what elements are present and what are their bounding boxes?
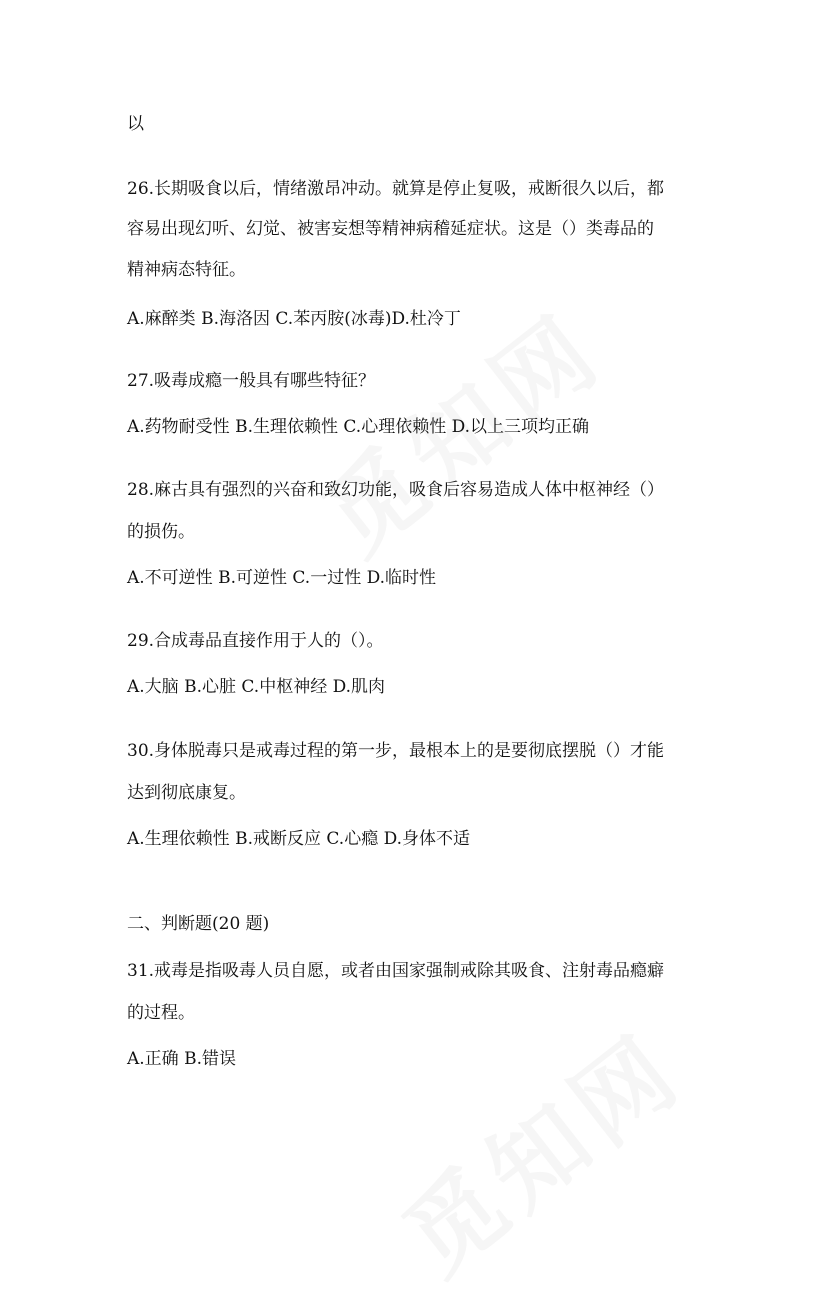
watermark xyxy=(372,997,707,1300)
question-28-line-2: 的损伤。 xyxy=(127,522,195,542)
text-line: 以 xyxy=(127,114,144,134)
question-26-options: A.麻醉类 B.海洛因 C.苯丙胺(冰毒)D.杜冷丁 xyxy=(127,309,461,329)
question-26-line-2: 容易出现幻听、幻觉、被害妄想等精神病稽延症状。这是（）类毒品的 xyxy=(127,219,654,239)
question-26-line-3: 精神病态特征。 xyxy=(127,260,246,280)
question-31-line-1: 31.戒毒是指吸毒人员自愿，或者由国家强制戒除其吸食、注射毒品瘾癖 xyxy=(127,961,665,981)
section-heading: 二、判断题(20 题) xyxy=(127,914,270,934)
question-31-line-2: 的过程。 xyxy=(127,1003,195,1023)
question-27-line-1: 27.吸毒成瘾一般具有哪些特征？ xyxy=(127,371,376,391)
question-28-options: A.不可逆性 B.可逆性 C.一过性 D.临时性 xyxy=(127,568,437,588)
question-30-line-1: 30.身体脱毒只是戒毒过程的第一步，最根本上的是要彻底摆脱（）才能 xyxy=(127,741,665,761)
question-29-options: A.大脑 B.心脏 C.中枢神经 D.肌肉 xyxy=(127,677,386,697)
question-28-line-1: 28.麻古具有强烈的兴奋和致幻功能，吸食后容易造成人体中枢神经（） xyxy=(127,480,665,500)
question-31-options: A.正确 B.错误 xyxy=(127,1049,236,1069)
question-30-line-2: 达到彻底康复。 xyxy=(127,783,246,803)
question-26-line-1: 26.长期吸食以后，情绪激昂冲动。就算是停止复吸，戒断很久以后，都 xyxy=(127,179,665,199)
question-27-options: A.药物耐受性 B.生理依赖性 C.心理依赖性 D.以上三项均正确 xyxy=(127,417,590,437)
question-29-line-1: 29.合成毒品直接作用于人的（）。 xyxy=(127,631,384,651)
question-30-options: A.生理依赖性 B.戒断反应 C.心瘾 D.身体不适 xyxy=(127,829,471,849)
